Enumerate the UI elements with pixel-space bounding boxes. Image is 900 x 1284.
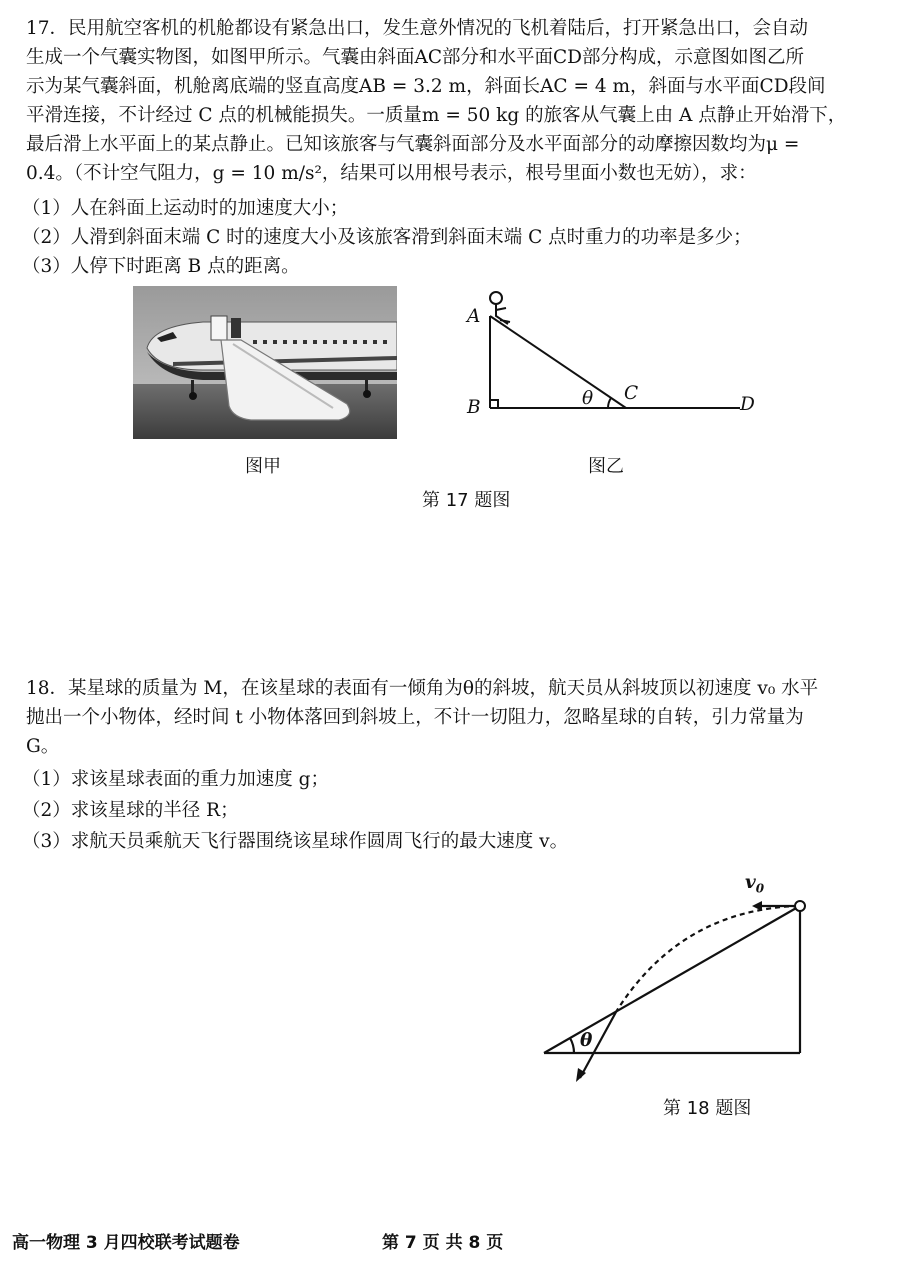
airplane-slide-photo bbox=[133, 286, 397, 439]
v0-label bbox=[745, 872, 764, 896]
q17-line-6: 0.4。（不计空气阻力，g = 10 m/s²，结果可以用根号表示，根号里面小数也无妨），求： bbox=[26, 163, 757, 184]
point-c-label: C bbox=[624, 383, 639, 404]
q18-stem bbox=[26, 674, 882, 761]
point-d-label: D bbox=[740, 394, 755, 415]
q17-line-4: 平滑连接，不计经过 C 点的机械能损失。一质量m = 50 kg 的旅客从气囊上由 A 点静止开始滑下， bbox=[26, 105, 847, 126]
footer-page-number: 第 7 页 共 8 页 bbox=[382, 1233, 504, 1253]
q18-subquestion-2: （2）求该星球的半径 R； bbox=[22, 800, 239, 821]
q17-figure-caption: 第 17 题图 bbox=[422, 490, 511, 511]
q18-line-3: G。 bbox=[26, 736, 60, 757]
q17-line-3: 示为某气囊斜面，机舱离底端的竖直高度AB = 3.2 m，斜面长AC = 4 m，斜面与水平面CD段间 bbox=[26, 76, 826, 97]
q17-line-5: 最后滑上水平面上的某点静止。已知该旅客与气囊斜面部分及水平面部分的动摩擦因数均为μ = bbox=[26, 134, 800, 155]
v0-subscript: 0 bbox=[755, 881, 765, 896]
q17-line-1: 17．民用航空客机的机舱都设有紧急出口，发生意外情况的飞机着陆后，打开紧急出口，会自动 bbox=[26, 18, 809, 39]
figure-a-caption: 图甲 bbox=[245, 456, 281, 477]
q18-subquestion-3: （3）求航天员乘航天飞行器围绕该星球作圆周飞行的最大速度 v。 bbox=[22, 831, 569, 852]
q17-subquestion-2: （2）人滑到斜面末端 C 时的速度大小及该旅客滑到斜面末端 C 点时重力的功率是多少； bbox=[22, 227, 752, 248]
q17-line-2: 生成一个气囊实物图，如图甲所示。气囊由斜面AC部分和水平面CD部分构成，示意图如图乙所 bbox=[26, 47, 805, 68]
v0-symbol: v bbox=[745, 872, 756, 893]
footer-exam-title: 高一物理 3 月四校联考试题卷 bbox=[12, 1233, 240, 1253]
q18-figure-caption: 第 18 题图 bbox=[663, 1098, 752, 1119]
point-a-label: A bbox=[467, 306, 481, 327]
q18-line-1: 18．某星球的质量为 M，在该星球的表面有一倾角为θ的斜坡，航天员从斜坡顶以初速度 v₀ 水平 bbox=[26, 678, 819, 699]
q18-line-2: 抛出一个小物体，经时间 t 小物体落回到斜坡上，不计一切阻力，忽略星球的自转，引力常量为 bbox=[26, 707, 804, 728]
projectile-slope-diagram bbox=[530, 890, 820, 1090]
q17-subquestion-3: （3）人停下时距离 B 点的距离。 bbox=[22, 256, 300, 277]
theta-label-17: θ bbox=[582, 388, 594, 409]
q18-subquestion-1: （1）求该星球表面的重力加速度 g； bbox=[22, 769, 329, 790]
q17-subquestion-1: （1）人在斜面上运动时的加速度大小； bbox=[22, 198, 349, 219]
q17-stem bbox=[26, 14, 882, 188]
point-b-label: B bbox=[467, 397, 481, 418]
figure-b-caption: 图乙 bbox=[588, 456, 624, 477]
theta-label-18: θ bbox=[580, 1030, 593, 1051]
